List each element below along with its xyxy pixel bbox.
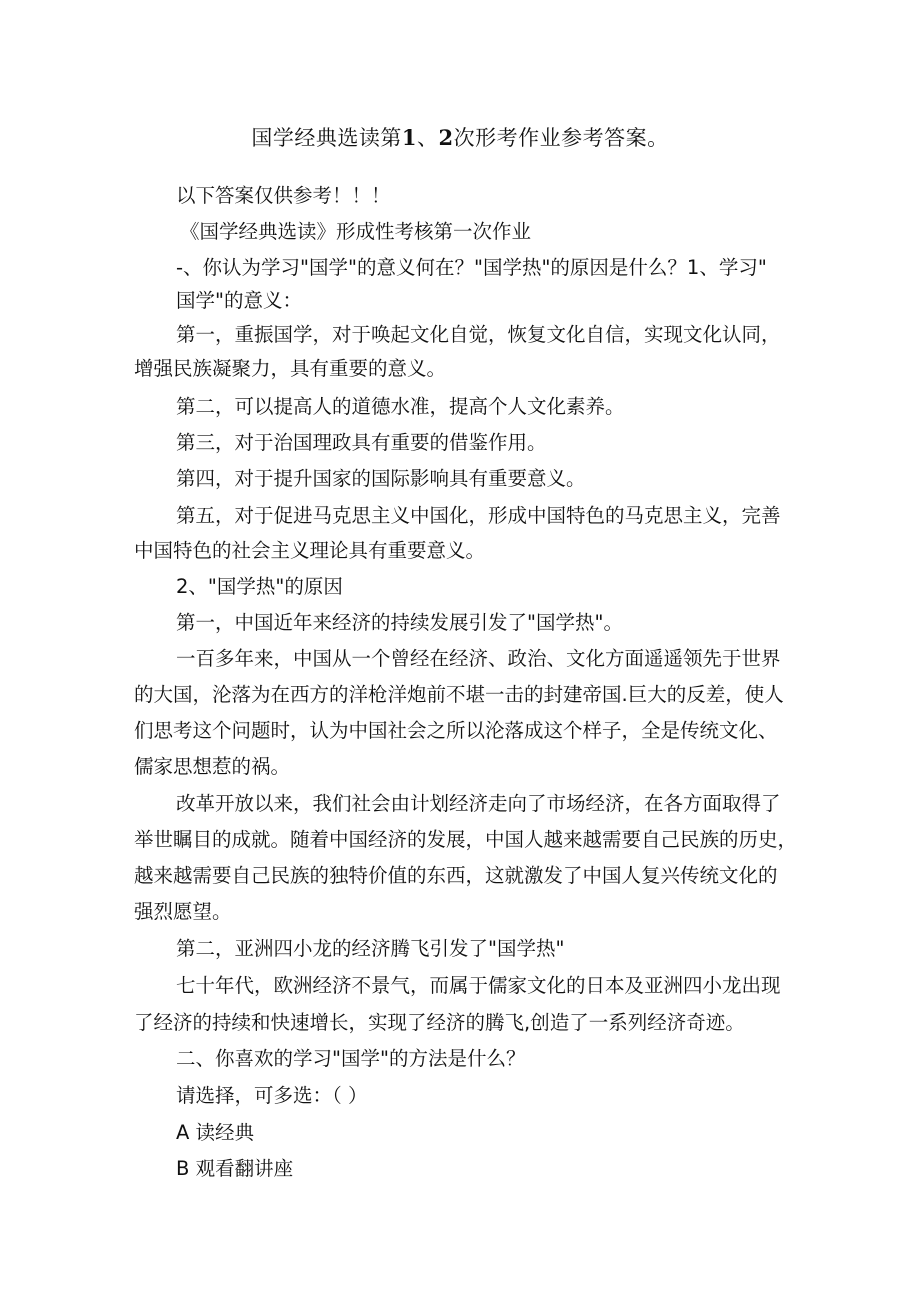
paragraph-line: 第三，对于治国理政具有重要的借鉴作用。 — [176, 431, 547, 454]
paragraph-line: 七十年代，欧洲经济不景气，而属于儒家文化的日本及亚洲四小龙出现 — [176, 974, 781, 997]
option-a: A 读经典 — [176, 1121, 255, 1144]
document-title — [0, 122, 920, 152]
paragraph-line: 儒家思想惹的祸。 — [134, 755, 291, 778]
paragraph-line: 第五，对于促进马克思主义中国化，形成中国特色的马克思主义，完善 — [176, 504, 781, 527]
paragraph-line: 们思考这个问题时，认为中国社会之所以沦落成这个样子，全是传统文化、 — [134, 719, 778, 742]
option-b: B 观看翻讲座 — [176, 1157, 294, 1180]
title-number-1: 1 — [401, 125, 417, 150]
paragraph-line: 第四，对于提升国家的国际影响具有重要意义。 — [176, 467, 586, 490]
paragraph-line: 增强民族凝聚力，具有重要的意义。 — [134, 357, 447, 380]
paragraph-line: 第一，中国近年来经济的持续发展引发了"国学热"。 — [176, 611, 623, 634]
paragraph-line: 举世瞩目的成就。随着中国经济的发展，中国人越来越需要自己民族的历史， — [134, 828, 798, 851]
paragraph-line: 中国特色的社会主义理论具有重要意义。 — [134, 539, 486, 562]
question-1-line-2: 国学"的意义： — [176, 289, 302, 312]
title-text-2: 次形考作业参考答案。 — [453, 126, 669, 150]
paragraph-line: 强烈愿望。 — [134, 900, 232, 923]
instruction-line: 请选择，可多选：（ ） — [176, 1084, 368, 1107]
paragraph-line: 第一，重振国学，对于唤起文化自觉，恢复文化自信，实现文化认同， — [176, 323, 781, 346]
paragraph-line: 了经济的持续和快速增长，实现了经济的腾飞,创造了一系列经济奇迹。 — [134, 1011, 745, 1034]
paragraph-line: 改革开放以来，我们社会由计划经济走向了市场经济，在各方面取得了 — [176, 792, 781, 815]
question-2-line: 二、你喜欢的学习"国学"的方法是什么？ — [176, 1047, 526, 1070]
title-number-2: 2 — [438, 125, 454, 150]
assignment-heading: 《国学经典选读》形成性考核第一次作业 — [180, 220, 532, 243]
paragraph-line: 的大国，沦落为在西方的洋枪洋炮前不堪一击的封建帝国.巨大的反差，使人 — [134, 683, 784, 706]
paragraph-line: 一百多年来，中国从一个曾经在经济、政治、文化方面遥遥领先于世界 — [176, 647, 781, 670]
section-heading: 2、"国学热"的原因 — [176, 575, 343, 598]
title-separator: 、 — [417, 126, 439, 150]
paragraph-line: 越来越需要自己民族的独特价值的东西，这就激发了中国人复兴传统文化的 — [134, 864, 778, 887]
paragraph-line: 第二，亚洲四小龙的经济腾飞引发了"国学热" — [176, 937, 565, 960]
paragraph-line: 第二，可以提高人的道德水准，提高个人文化素养。 — [176, 395, 625, 418]
title-text-1: 国学经典选读第 — [251, 126, 402, 150]
question-1-line-1: -、你认为学习"国学"的意义何在？"国学热"的原因是什么？1、学习" — [176, 256, 767, 279]
disclaimer-line: 以下答案仅供参考！！！ — [176, 184, 391, 207]
